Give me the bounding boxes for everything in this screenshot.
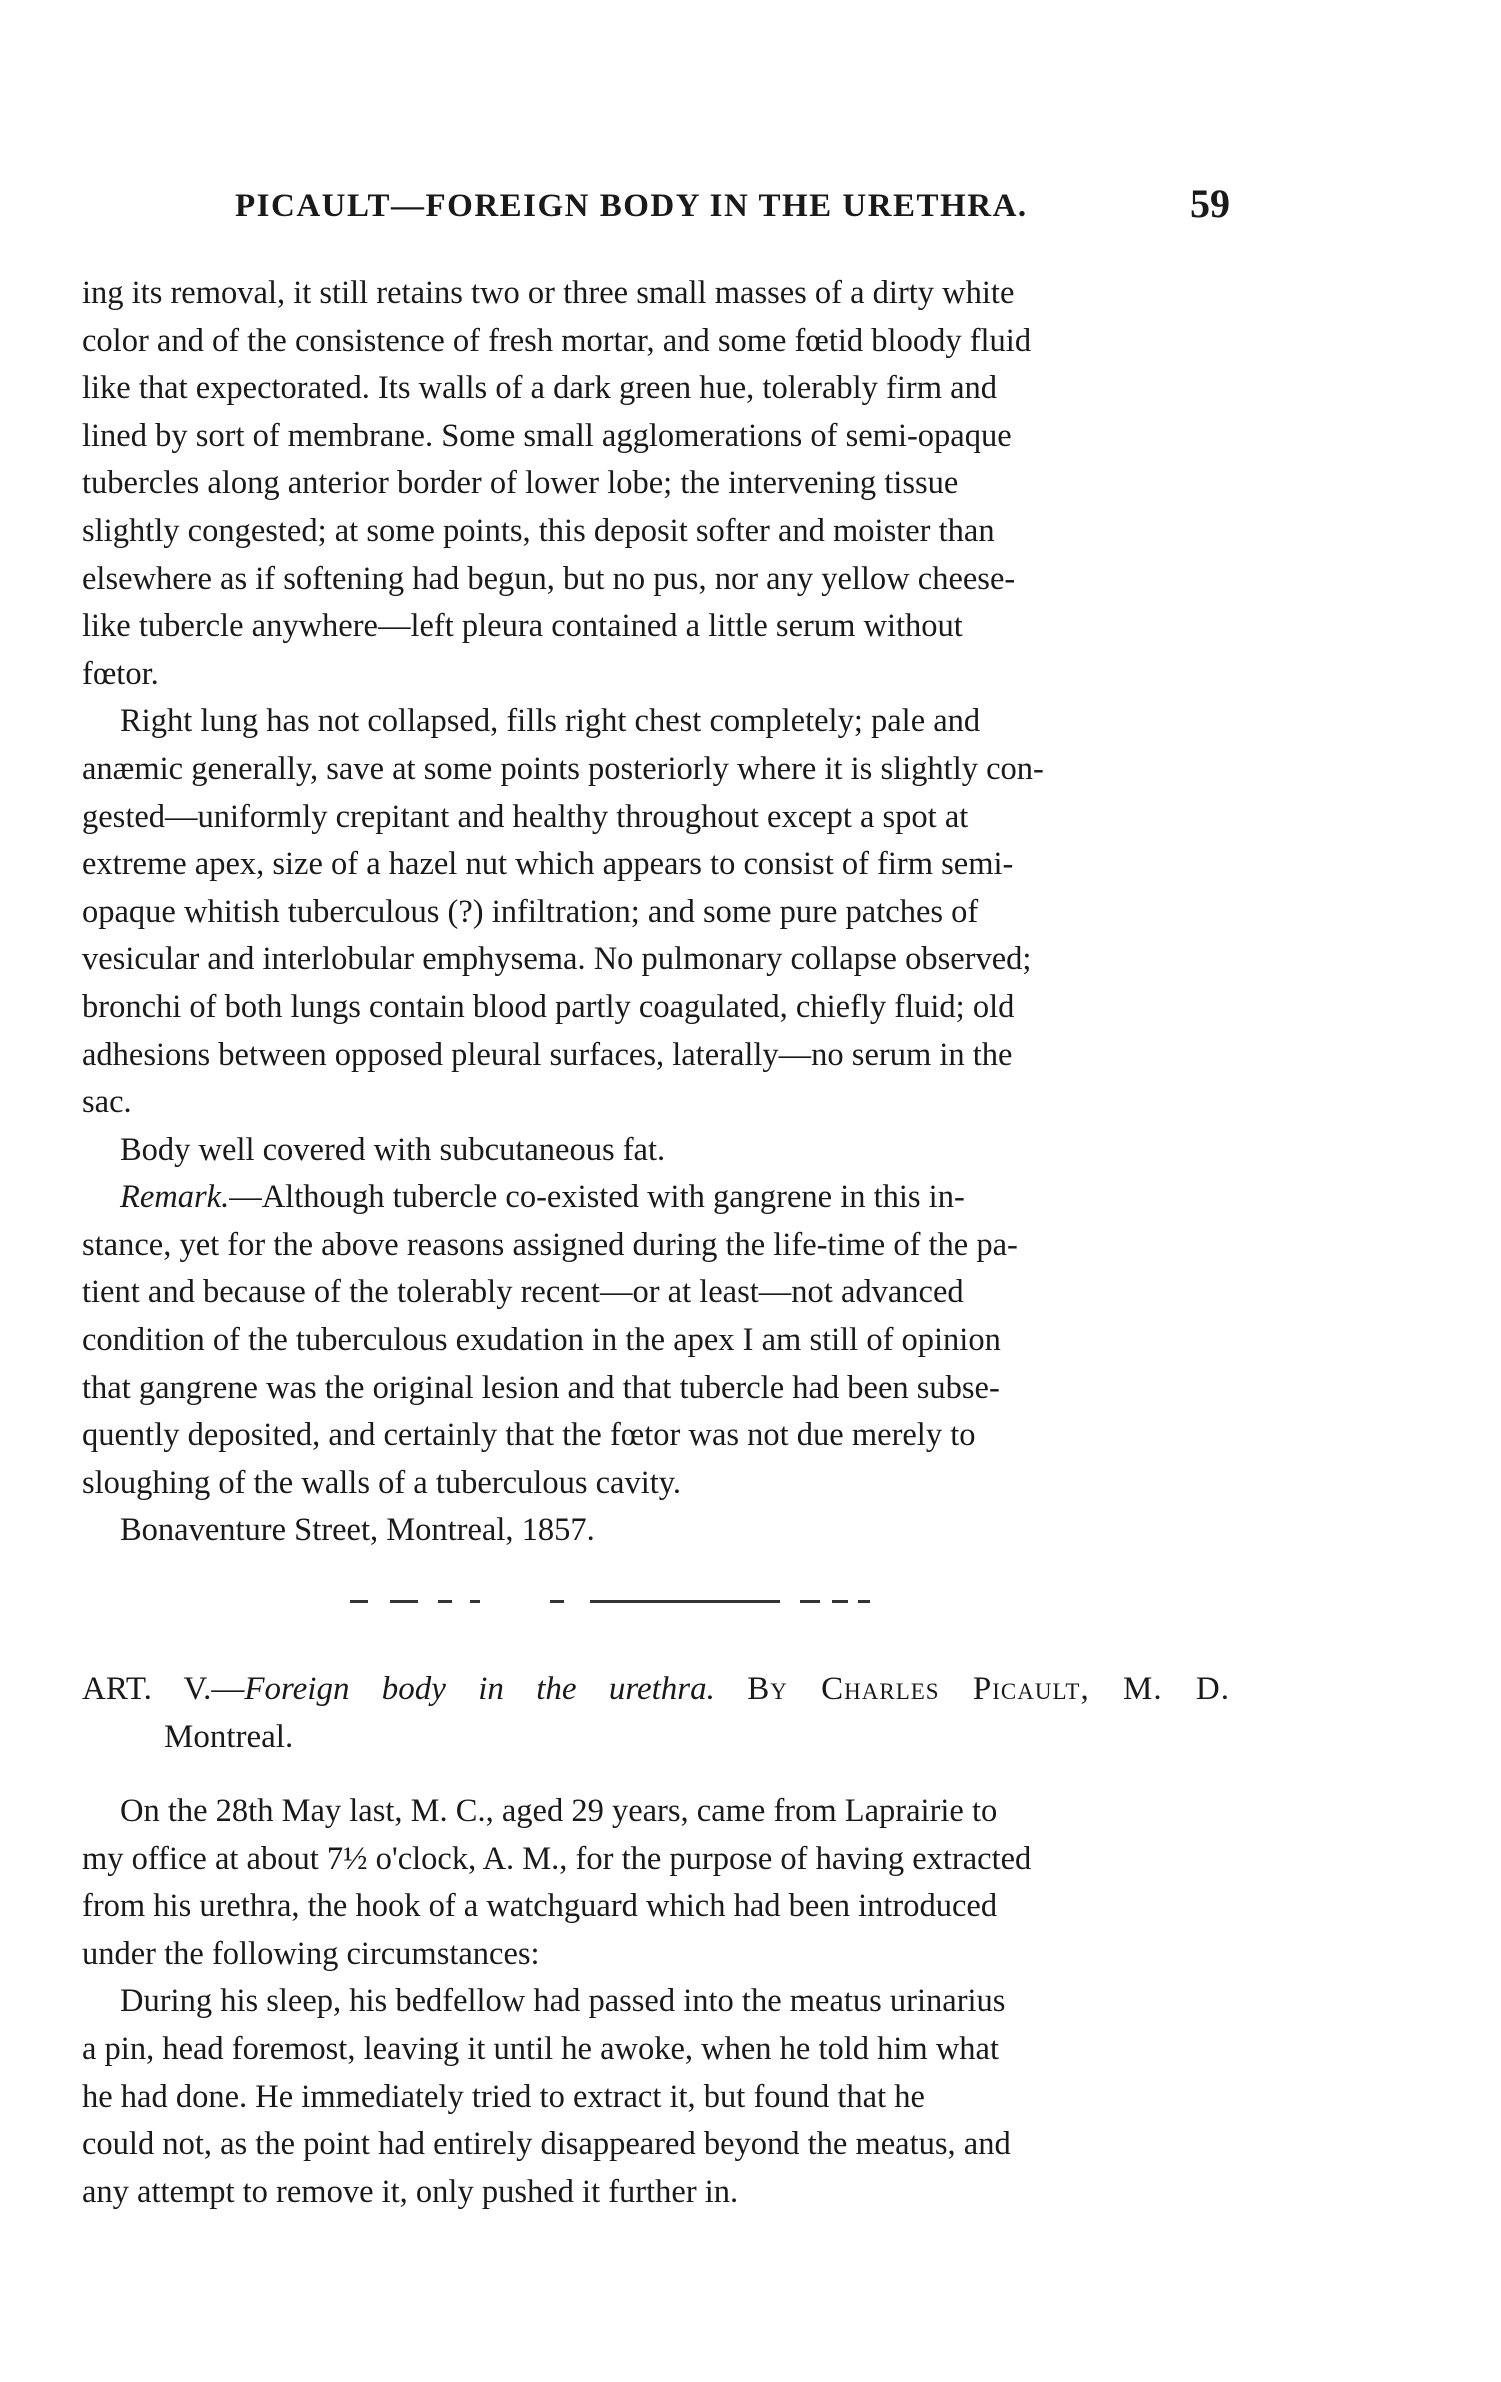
article-location: Montreal.: [164, 1719, 294, 1755]
text-line: quently deposited, and certainly that the fœtor was not due merely to: [82, 1417, 976, 1454]
text-line: ing its removal, it still retains two or three small masses of a dirty white: [82, 275, 1015, 311]
article-author: By Charles Picault, M. D.: [747, 1671, 1230, 1707]
text-line: bronchi of both lungs contain blood partly coagulated, chiefly fluid; old: [82, 988, 1015, 1025]
remark-label: Remark.: [120, 1179, 230, 1216]
text-line: sac.: [82, 1084, 132, 1121]
text-line: slightly congested; at some points, this deposit softer and moister than: [82, 512, 995, 549]
article-body: [82, 1788, 1230, 2216]
text-line: could not, as the point had entirely disappeared beyond the meatus, and: [82, 2126, 1011, 2163]
text-line: Right lung has not collapsed, fills right chest completely; pale and: [120, 703, 981, 740]
section-divider: [350, 1600, 870, 1606]
text-line: fœtor.: [82, 655, 159, 692]
text-line: gested—uniformly crepitant and healthy throughout except a spot at: [82, 798, 969, 835]
text-line: anæmic generally, save at some points posteriorly where it is slightly con-: [82, 750, 1044, 787]
place-date: Bonaventure Street, Montreal, 1857.: [120, 1512, 595, 1549]
paragraph-case-intro: [82, 1788, 1230, 1978]
text-line: sloughing of the walls of a tuberculous cavity.: [82, 1464, 682, 1501]
text-line: a pin, head foremost, leaving it until he awoke, when he told him what: [82, 2030, 999, 2067]
page-header: [0, 180, 1501, 240]
text-line: extreme apex, size of a hazel nut which appears to consist of firm semi-: [82, 846, 1014, 883]
text-line: like tubercle anywhere—left pleura contained a little serum without: [82, 608, 963, 645]
text-line: he had done. He immediately tried to extract it, but found that he: [82, 2078, 925, 2115]
article-title-line: [82, 1665, 1230, 1713]
text-line: adhesions between opposed pleural surfaces, laterally—no serum in the: [82, 1036, 1013, 1073]
article-number: ART. V.—: [82, 1671, 245, 1707]
text-line: During his sleep, his bedfellow had passed into the meatus urinarius: [120, 1983, 1006, 2020]
text-line: from his urethra, the hook of a watchguard which had been introduced: [82, 1888, 998, 1925]
text-line: tubercles along anterior border of lower lobe; the intervening tissue: [82, 465, 959, 502]
paragraph-remark: [82, 1174, 1230, 1507]
text-line: elsewhere as if softening had begun, but no pus, nor any yellow cheese-: [82, 560, 1016, 597]
page-number: 59: [1190, 181, 1230, 226]
text-line: my office at about 7½ o'clock, A. M., for the purpose of having extracted: [82, 1840, 1032, 1877]
paragraph-body-fat: [82, 1127, 1230, 1175]
text-line: color and of the consistence of fresh mortar, and some fœtid bloody fluid: [82, 322, 1032, 359]
continued-text: [82, 270, 1230, 1555]
text-line: opaque whitish tuberculous (?) infiltration; and some pure patches of: [82, 893, 979, 930]
text-line: stance, yet for the above reasons assigned during the life-time of the pa-: [82, 1226, 1018, 1263]
paragraph-left-lung: [82, 270, 1230, 698]
article-title: Foreign body in the urethra.: [244, 1671, 715, 1707]
text-line: like that expectorated. Its walls of a dark green hue, tolerably firm and: [82, 370, 998, 407]
text-line: tient and because of the tolerably recent—or at least—not advanced: [82, 1274, 964, 1311]
text-line: vesicular and interlobular emphysema. No pulmonary collapse observed;: [82, 941, 1032, 978]
text-line: Body well covered with subcutaneous fat.: [120, 1131, 666, 1168]
text-line: On the 28th May last, M. C., aged 29 years, came from Laprairie to: [120, 1793, 998, 1829]
paragraph-case-history: [82, 1978, 1230, 2216]
text-line: any attempt to remove it, only pushed it further in.: [82, 2173, 739, 2210]
running-head: PICAULT—FOREIGN BODY IN THE URETHRA.: [235, 188, 1028, 224]
text-line: under the following circumstances:: [82, 1935, 540, 1972]
text-line: condition of the tuberculous exudation in the apex I am still of opinion: [82, 1322, 1001, 1359]
text-line: lined by sort of membrane. Some small agglomerations of semi-opaque: [82, 417, 1012, 454]
text-line: that gangrene was the original lesion and that tubercle had been subse-: [82, 1369, 1000, 1406]
text-line: —Although tubercle co-existed with gangrene in this in-: [229, 1179, 965, 1216]
article-heading: [82, 1665, 1230, 1761]
paragraph-right-lung: [82, 698, 1230, 1126]
